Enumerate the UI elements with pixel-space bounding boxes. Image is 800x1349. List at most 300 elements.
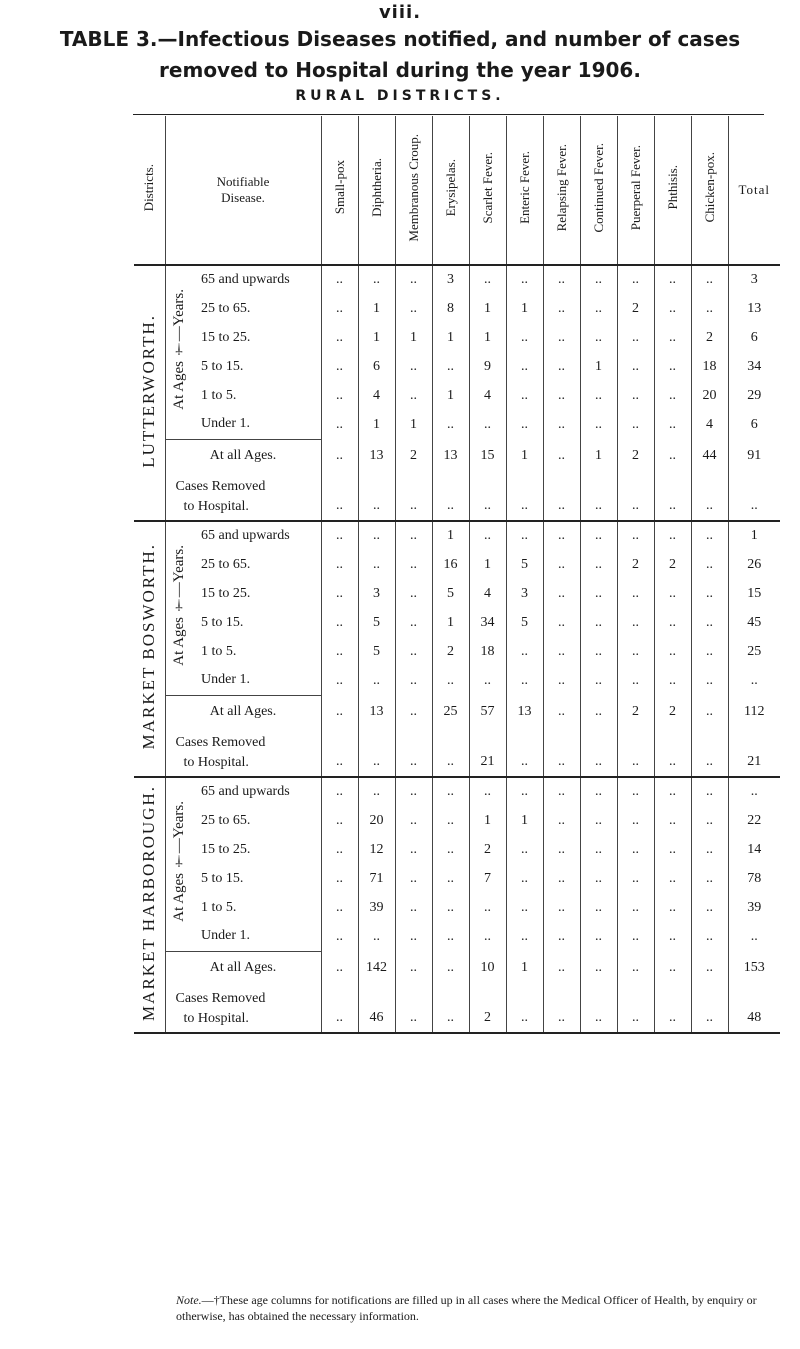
table-cell: 1 [432,608,469,637]
table-cell: .. [617,637,654,666]
table-cell: 13 [432,439,469,473]
table-cell: .. [395,294,432,323]
table-cell: .. [543,951,580,985]
table-cell: 6 [358,352,395,381]
row-total: .. [728,777,780,806]
table-cell: .. [617,323,654,352]
table-cell: .. [617,777,654,806]
table-cell: .. [506,265,543,294]
table-cell: 1 [506,951,543,985]
table-cell: .. [432,666,469,695]
table-cell: .. [691,985,728,1033]
table-cell: .. [654,922,691,951]
table-cell: 4 [691,410,728,439]
table-cell: 1 [432,323,469,352]
table-cell: .. [691,637,728,666]
age-group-label: 65 and upwards [193,777,321,806]
table-cell: .. [321,777,358,806]
col-header-puerperal-fever: Puerperal Fever. [627,144,643,231]
table-cell: 8 [432,294,469,323]
table-cell: .. [543,922,580,951]
table-row [134,806,780,835]
age-group-label: 1 to 5. [201,387,237,403]
table-cell: .. [654,265,691,294]
table-row [134,666,780,695]
row-total: 48 [728,985,780,1033]
table-cell: .. [395,985,432,1033]
row-total: 112 [728,695,780,729]
table-cell: .. [543,521,580,550]
table-cell: .. [395,835,432,864]
table-cell: .. [580,922,617,951]
table-cell: .. [617,521,654,550]
table-cell: .. [654,951,691,985]
row-total: 153 [728,951,780,985]
table-cell: .. [691,835,728,864]
table-cell: .. [321,381,358,410]
table-cell: .. [543,579,580,608]
table-cell: .. [654,439,691,473]
table-cell: 13 [358,439,395,473]
table-cell: .. [321,521,358,550]
removed-row [134,985,780,1033]
table-cell: .. [543,323,580,352]
table-cell: .. [469,473,506,521]
table-cell: .. [321,410,358,439]
table-row [134,922,780,951]
removed-row [134,729,780,777]
table-cell: .. [506,864,543,893]
table-cell: .. [617,922,654,951]
table-cell: .. [358,265,395,294]
age-group-label: 1 to 5. [201,899,237,915]
table-cell: .. [432,922,469,951]
table-cell: .. [506,521,543,550]
table-cell: .. [506,985,543,1033]
table-cell: .. [321,835,358,864]
table-cell: .. [580,695,617,729]
table-cell: .. [469,777,506,806]
table-cell: 1 [395,410,432,439]
table-cell: 44 [691,439,728,473]
table-cell: .. [469,666,506,695]
table-cell: .. [691,265,728,294]
table-cell: .. [543,806,580,835]
col-header-chicken-pox: Chicken-pox. [701,152,717,223]
table-cell: 3 [358,579,395,608]
age-group-label: 65 and upwards [193,265,321,294]
table-row [134,265,780,294]
table-cell: 5 [506,608,543,637]
table-cell: .. [358,550,395,579]
table-cell: .. [654,352,691,381]
table-cell: .. [321,294,358,323]
table-cell: 4 [358,381,395,410]
table-cell: .. [617,410,654,439]
table-cell: .. [469,521,506,550]
table-cell: .. [358,473,395,521]
table-cell: .. [395,579,432,608]
table-row [134,579,780,608]
row-total: 14 [728,835,780,864]
table-cell: .. [506,323,543,352]
table-cell: 20 [691,381,728,410]
table-cell: .. [580,294,617,323]
table-cell: .. [543,695,580,729]
table-cell: 1 [506,439,543,473]
table-cell: 15 [469,439,506,473]
table-cell: .. [543,729,580,777]
table-cell: .. [395,550,432,579]
table-cell: 12 [358,835,395,864]
page-number: viii. [378,2,422,23]
table-cell: 1 [506,806,543,835]
row-total: 45 [728,608,780,637]
district-name: MARKET BOSWORTH. [139,543,159,750]
table-cell: .. [654,806,691,835]
table-cell: .. [395,777,432,806]
table-cell: .. [543,439,580,473]
table-row [134,294,780,323]
table-cell: .. [395,666,432,695]
table-cell: 1 [432,521,469,550]
age-group-label: Under 1. [201,928,250,944]
table-cell: .. [432,777,469,806]
age-group-label: 1 to 5. [201,643,237,659]
table-cell: 3 [432,265,469,294]
district-name: LUTTERWORTH. [139,313,159,468]
col-header-small-pox: Small-pox [331,160,347,215]
table-cell: 1 [580,352,617,381]
table-row [134,637,780,666]
table-cell: .. [506,352,543,381]
table-cell: .. [543,294,580,323]
table-cell: .. [543,864,580,893]
table-cell: .. [395,951,432,985]
table-cell: 1 [469,550,506,579]
col-header-phthisis: Phthisis. [664,165,680,210]
table-cell: .. [617,666,654,695]
age-group-label: 65 and upwards [193,521,321,550]
table-cell: 2 [469,835,506,864]
table-cell: .. [395,922,432,951]
table-cell: 18 [469,637,506,666]
table-cell: .. [321,473,358,521]
row-total: 15 [728,579,780,608]
table-cell: .. [321,579,358,608]
table-row [134,323,780,352]
table-cell: .. [321,637,358,666]
table-cell: 1 [469,294,506,323]
table-title-continued: removed to Hospital during the year 1906. [159,58,641,82]
age-group-label: 5 to 15. [201,870,244,886]
table-cell: .. [543,550,580,579]
table-cell: .. [395,695,432,729]
table-cell: 20 [358,806,395,835]
table-cell: .. [580,521,617,550]
table-cell: 5 [358,608,395,637]
header-row [134,116,780,265]
age-group-label: 25 to 65. [201,556,251,572]
table-cell: 1 [358,323,395,352]
table-cell: .. [617,352,654,381]
table-cell: .. [395,521,432,550]
table-cell: .. [654,985,691,1033]
table-cell: 2 [469,985,506,1033]
row-total: 13 [728,294,780,323]
table-cell: 1 [469,323,506,352]
table-row [134,608,780,637]
table-cell: .. [580,835,617,864]
table-cell: .. [506,777,543,806]
removed-label [165,729,321,777]
table-cell: .. [321,265,358,294]
table-cell: 57 [469,695,506,729]
table-cell: .. [654,473,691,521]
table-cell: 39 [358,893,395,922]
table-cell: 13 [506,695,543,729]
table-cell: .. [654,729,691,777]
table-bottom-rule [134,1033,780,1034]
table-cell: .. [580,473,617,521]
table-cell: .. [580,951,617,985]
table-cell: 71 [358,864,395,893]
all-ages-label: At all Ages. [165,951,321,985]
age-group-label: 25 to 65. [201,300,251,316]
table-cell: .. [395,608,432,637]
table-cell: .. [469,265,506,294]
row-total: 34 [728,352,780,381]
row-total: 26 [728,550,780,579]
table-cell: .. [617,951,654,985]
table-cell: .. [691,666,728,695]
all-ages-label: At all Ages. [165,439,321,473]
table-cell: .. [691,550,728,579]
table-cell: .. [691,579,728,608]
table-cell: .. [543,410,580,439]
table-cell: .. [543,637,580,666]
table-cell: .. [321,323,358,352]
ages-band-label: At Ages †—Years. [170,801,187,923]
row-total: 21 [728,729,780,777]
table-cell: .. [506,637,543,666]
table-cell: .. [617,835,654,864]
all-ages-row [134,951,780,985]
table-cell: .. [543,835,580,864]
table-cell: 2 [617,550,654,579]
table-cell: 18 [691,352,728,381]
table-cell: .. [321,922,358,951]
table-row [134,777,780,806]
col-header-total: Total [738,181,771,197]
table-cell: .. [617,729,654,777]
table-cell: .. [580,410,617,439]
table-cell: 1 [432,381,469,410]
table-cell: .. [691,695,728,729]
note-text: —†These age columns for notifications are filled up in all cases where the Medical Officer of Health, by enquiry or otherwise, has obtained the necessary information. [176,1293,757,1323]
table-cell: 1 [358,294,395,323]
table-cell: .. [580,265,617,294]
row-total: .. [728,666,780,695]
table-cell: .. [543,265,580,294]
table-cell: .. [432,835,469,864]
table-cell: .. [469,893,506,922]
table-row [134,410,780,439]
age-group-label: 25 to 65. [201,812,251,828]
table-cell: .. [654,864,691,893]
table-cell: .. [580,985,617,1033]
table-cell: 25 [432,695,469,729]
row-total: 6 [728,323,780,352]
table-cell: .. [691,729,728,777]
table-cell: .. [691,922,728,951]
table-cell: 2 [617,294,654,323]
table-cell: .. [617,579,654,608]
col-header-continued-fever: Continued Fever. [590,142,606,233]
row-total: .. [728,473,780,521]
table-cell: .. [654,410,691,439]
removed-row [134,473,780,521]
all-ages-row [134,695,780,729]
table-cell: .. [691,951,728,985]
col-header-erysipelas: Erysipelas. [442,158,458,217]
table-cell: .. [580,666,617,695]
table-cell: .. [617,893,654,922]
table-cell: .. [506,473,543,521]
table-cell: .. [543,352,580,381]
table-cell: 2 [691,323,728,352]
table-cell: .. [654,294,691,323]
table-cell: .. [506,410,543,439]
table-cell: .. [506,893,543,922]
table-cell: .. [691,608,728,637]
table-cell: .. [543,777,580,806]
removed-label-line1: Cases Removed [175,734,266,750]
table-cell: .. [580,806,617,835]
disease-table [134,116,780,1034]
table-cell: .. [395,893,432,922]
table-cell: 10 [469,951,506,985]
table-cell: .. [580,893,617,922]
table-cell: .. [506,922,543,951]
table-cell: .. [358,666,395,695]
table-cell: .. [432,893,469,922]
table-cell: .. [617,473,654,521]
table-row [134,521,780,550]
table-title: TABLE 3.—Infectious Diseases notified, and number of cases [59,27,741,51]
table-subtitle: RURAL DISTRICTS. [295,88,505,104]
table-cell: .. [321,550,358,579]
table-cell: .. [432,352,469,381]
age-group-label: Under 1. [201,672,250,688]
table-cell: .. [506,729,543,777]
disease-header: Notifiable Disease. [216,174,270,205]
row-total: 29 [728,381,780,410]
table-cell: 142 [358,951,395,985]
table-cell: .. [543,473,580,521]
age-group-label: 5 to 15. [201,614,244,630]
table-cell: .. [395,806,432,835]
table-cell: .. [580,579,617,608]
table-cell: .. [654,521,691,550]
table-cell: .. [321,729,358,777]
col-header-diphtheria: Diphtheria. [368,158,384,217]
table-cell: .. [654,608,691,637]
table-cell: 2 [432,637,469,666]
table-cell: 13 [358,695,395,729]
table-cell: .. [691,806,728,835]
table-cell: 5 [506,550,543,579]
table-cell: .. [321,951,358,985]
table-cell: 1 [469,806,506,835]
table-cell: .. [654,637,691,666]
table-cell: 2 [654,550,691,579]
table-cell: .. [691,521,728,550]
all-ages-row [134,439,780,473]
ages-band-label: At Ages †—Years. [170,289,187,411]
table-cell: 3 [506,579,543,608]
table-cell: .. [654,579,691,608]
row-total: 25 [728,637,780,666]
table-cell: 21 [469,729,506,777]
table-cell: 1 [506,294,543,323]
removed-label [165,985,321,1033]
table-cell: .. [395,265,432,294]
age-group-label: 15 to 25. [201,329,251,345]
table-cell: .. [580,637,617,666]
age-group-label: Under 1. [201,416,250,432]
table-cell: .. [321,985,358,1033]
table-cell: .. [469,410,506,439]
row-total: 91 [728,439,780,473]
col-header-scarlet-fever: Scarlet Fever. [479,151,495,224]
table-cell: 16 [432,550,469,579]
table-cell: .. [432,985,469,1033]
table-cell: .. [432,864,469,893]
table-cell: .. [580,864,617,893]
table-cell: .. [321,864,358,893]
col-header-enteric-fever: Enteric Fever. [516,151,532,224]
table-cell: 46 [358,985,395,1033]
table-cell: .. [321,439,358,473]
table-cell: .. [506,381,543,410]
table-cell: 2 [654,695,691,729]
table-cell: .. [580,608,617,637]
table-cell: .. [617,381,654,410]
table-cell: .. [580,323,617,352]
removed-label-line2: to Hospital. [183,1010,249,1026]
removed-label-line1: Cases Removed [175,990,266,1006]
ages-band-label: At Ages †—Years. [170,545,187,667]
table-cell: 2 [395,439,432,473]
table-cell: .. [506,666,543,695]
table-cell: .. [580,777,617,806]
table-cell: .. [506,835,543,864]
top-rule [133,114,764,115]
row-total: 3 [728,265,780,294]
table-cell: .. [321,666,358,695]
table-cell: .. [543,381,580,410]
age-group-label: 5 to 15. [201,358,244,374]
table-cell: .. [654,323,691,352]
footnote [176,1292,776,1324]
table-cell: .. [654,777,691,806]
col-header-membranous-croup: Membranous Croup. [405,133,421,242]
col-header-relapsing-fever: Relapsing Fever. [553,143,569,232]
table-row [134,381,780,410]
table-cell: .. [691,473,728,521]
table-cell: 7 [469,864,506,893]
